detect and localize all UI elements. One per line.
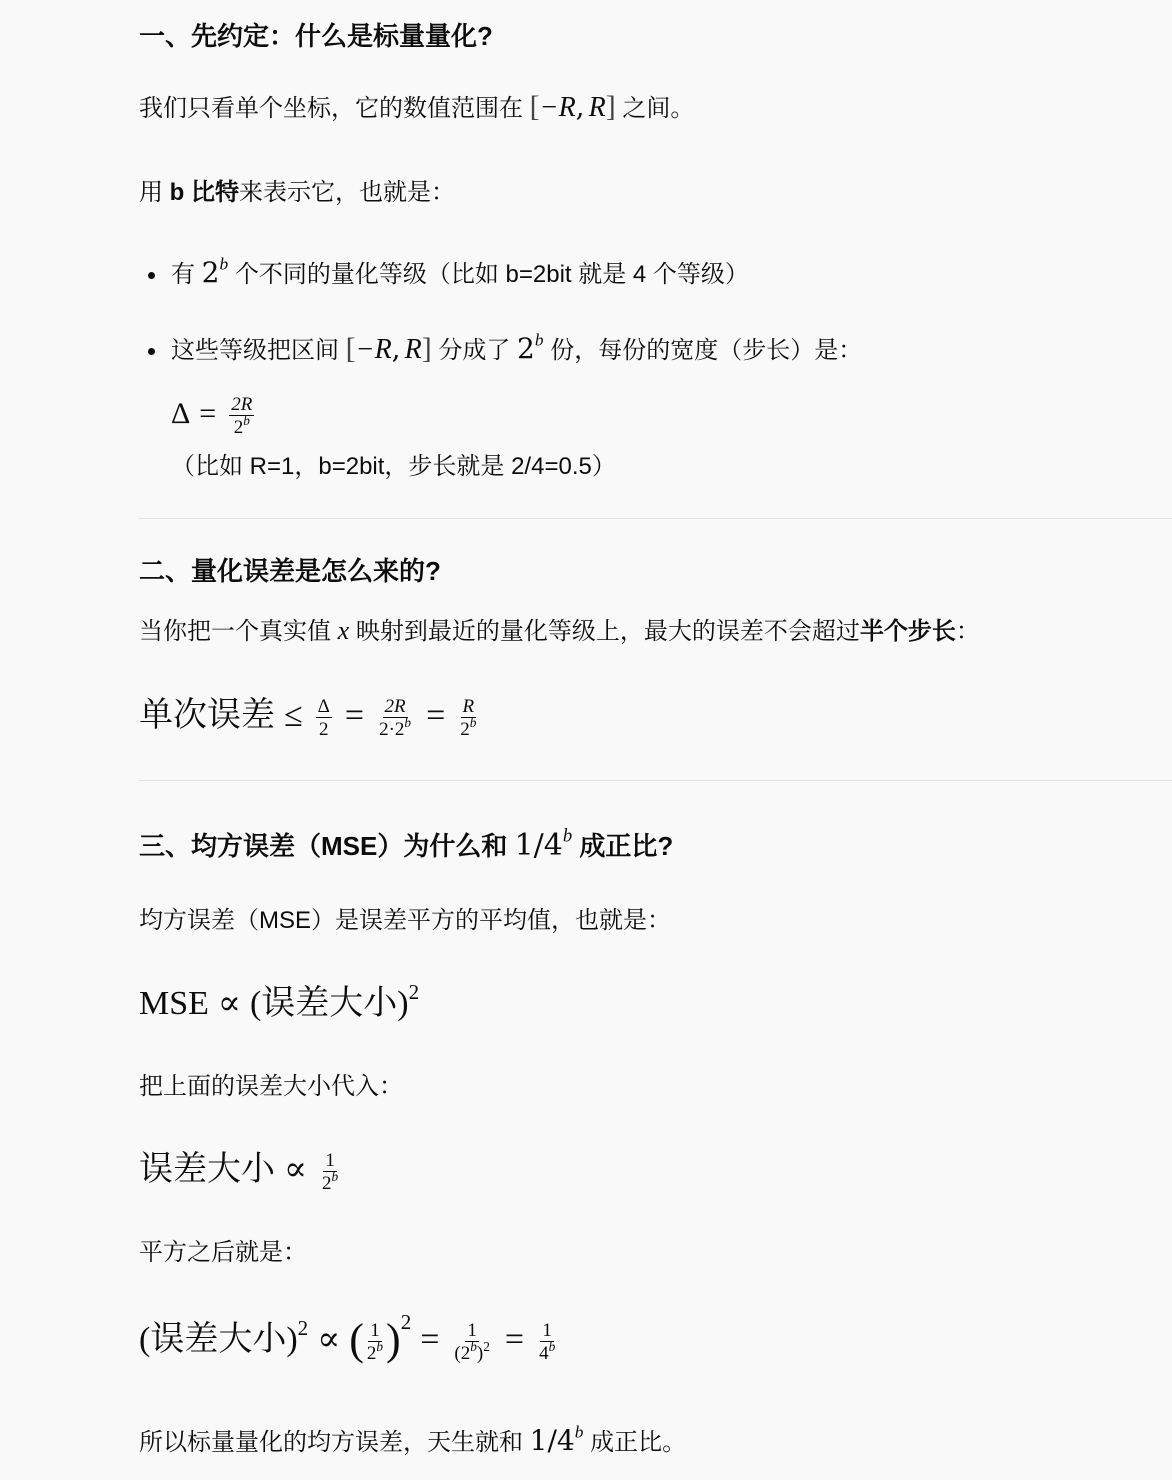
range-expression: [−R, R] (345, 332, 432, 365)
step-formula: Δ = $\frac{2R}{2^b}$ (171, 394, 253, 439)
text: 分成了 (438, 337, 511, 364)
step-example-note: （比如 R=1，b=2bit，步长就是 2/4=0.5） (171, 453, 616, 480)
text: ： (955, 618, 980, 645)
single-error-formula: 单次误差 ≤ $\frac{\Delta}{2}$ = $\frac{2R}{2\cdot 2^b}$ = $\frac{R}{2^b}$ (139, 696, 477, 741)
text: 映射到最近的量化等级上，最大的误差不会超过 (355, 618, 860, 645)
mse-definition: 均方误差（MSE）是误差平方的平均值，也就是： (139, 907, 672, 934)
math-2-pow-b: 2$^b$ (201, 254, 229, 289)
bold-text: b 比特 (169, 179, 239, 206)
range-expression: [−R, R] (529, 90, 616, 123)
fraction: $\frac{2R}{2^b}$ (231, 394, 253, 439)
mse-proportional-formula: MSE ∝ (误差大小)$^2$ (139, 979, 420, 1022)
delta-symbol: Δ (171, 397, 191, 430)
section-3-heading: 三、均方误差（MSE）为什么和 1/4$^b$ 成正比? (139, 825, 674, 863)
error-size-formula: 误差大小 ∝ $\frac{1}{2^b}$ (139, 1150, 339, 1195)
bullet-levels (171, 256, 749, 292)
section-1-paragraph-bits (139, 176, 455, 210)
bullet-dot (148, 348, 155, 355)
math-2-pow-b: 2$^b$ (517, 330, 544, 365)
math-term: R (588, 92, 606, 123)
text: 个不同的量化等级（比如 b=2bit 就是 4 个等级） (234, 261, 749, 288)
math-label: 单次误差 (139, 697, 275, 734)
section-2-heading: 二、量化误差是怎么来的? (139, 556, 441, 586)
text: 份，每份的宽度（步长）是： (550, 337, 863, 364)
text: 用 (139, 179, 163, 206)
bold-text: 半个步长 (859, 618, 956, 645)
bullet-interval (171, 332, 862, 368)
math-one-over-four-pow-b: 1/4$^b$ (529, 1422, 584, 1457)
math-comma: , (575, 90, 585, 123)
math-one-over-four-pow-b: 1/4$^b$ (514, 825, 573, 863)
text: 我们只看单个坐标，它的数值范围在 (139, 95, 523, 122)
section-1-heading: 一、先约定：什么是标量量化? (139, 21, 493, 51)
math-variable-x: x (337, 616, 350, 645)
square-paragraph: 平方之后就是： (139, 1239, 307, 1266)
text: 之间。 (622, 95, 695, 122)
substitute-paragraph: 把上面的误差大小代入： (139, 1073, 403, 1100)
text: 当你把一个真实值 (139, 618, 331, 645)
conclusion-paragraph: 所以标量量化的均方误差，天生就和 1/4$^b$ 成正比。 (139, 1422, 687, 1457)
bullet-dot (148, 272, 155, 279)
section-divider (139, 518, 1172, 519)
text: 来表示它，也就是： (239, 179, 455, 206)
text: 这些等级把区间 (171, 337, 339, 364)
text: 有 (171, 261, 195, 288)
squared-error-formula: (误差大小)$^2$ ∝ ( $\frac{1}{2^b}$ )$^2$ = $\frac{1}{(2^b)^2}$ = $\frac{1}{4^b}$ (139, 1309, 556, 1365)
section-1-paragraph-range (139, 90, 694, 126)
math-term: −R (539, 92, 576, 123)
section-2-paragraph (139, 614, 980, 649)
section-divider (139, 780, 1172, 781)
